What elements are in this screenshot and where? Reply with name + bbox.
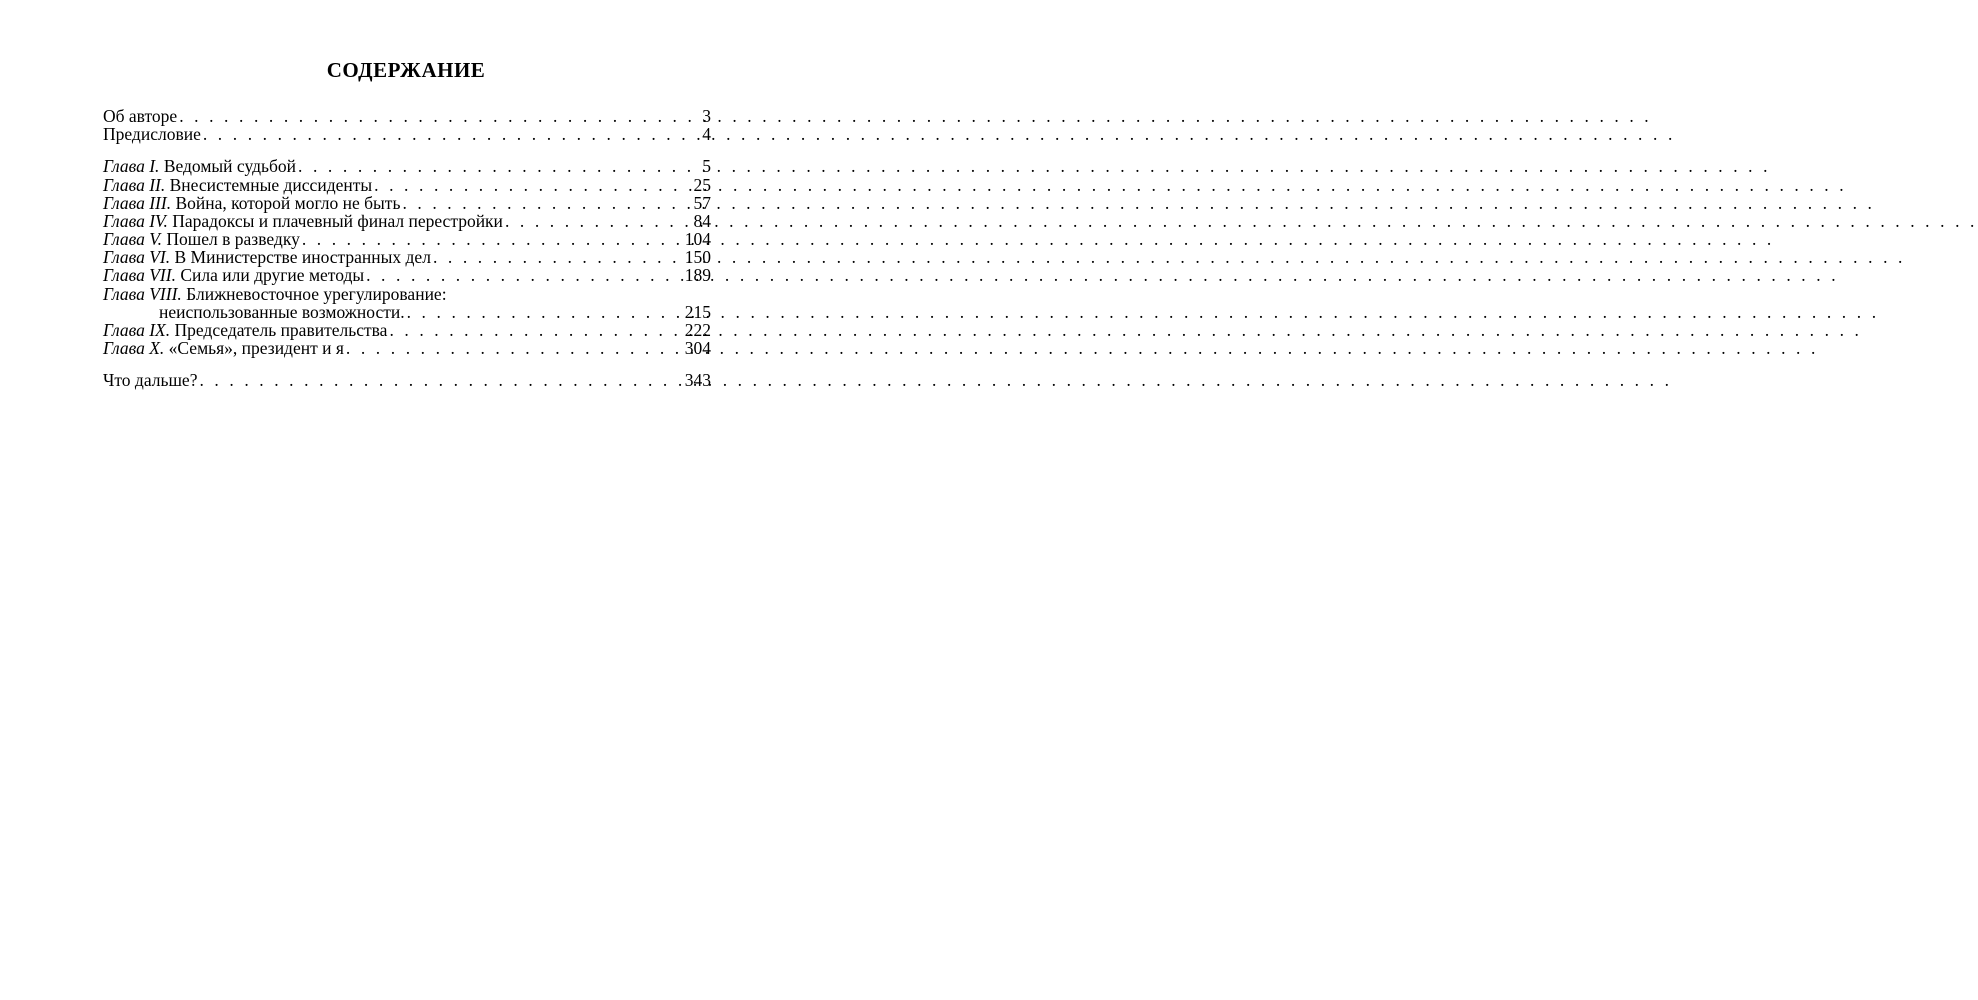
- toc-entry-chapter-5[interactable]: [103, 230, 711, 248]
- leader-dots: [407, 303, 651, 321]
- toc-entry-chapter-7[interactable]: [103, 267, 711, 285]
- toc-entry-chapter-9[interactable]: [103, 321, 711, 339]
- toc-entry-chapter-6[interactable]: [103, 248, 711, 266]
- toc-entry-title-continuation: неиспользованные возможности.: [159, 301, 405, 322]
- toc-entry-chapter-8-line-1[interactable]: [103, 285, 711, 303]
- toc-entry-title: Предисловие: [103, 124, 201, 145]
- toc-page-number: 57: [693, 192, 711, 213]
- chapter-label: Глава IV.: [103, 210, 168, 231]
- toc-page-number: 104: [684, 229, 711, 250]
- toc-entry-chapter-4[interactable]: [103, 212, 711, 230]
- toc-entry-title: Глава II. Внесистемные диссиденты: [103, 174, 373, 195]
- leader-dots: [298, 157, 651, 175]
- chapter-label: Глава III.: [103, 192, 172, 213]
- toc-page-number: 3: [702, 105, 711, 126]
- table-of-contents: [103, 107, 711, 390]
- toc-entry-chapter-1[interactable]: [103, 157, 711, 175]
- toc-entry-title: Глава VIII. Ближневосточное урегулирование:: [103, 283, 447, 304]
- toc-page-number: 343: [684, 370, 711, 391]
- toc-entry-title: Глава V. Пошел в разведку: [103, 229, 300, 250]
- leader-dots: [346, 339, 651, 357]
- toc-entry-about-author[interactable]: [103, 107, 711, 125]
- chapter-label: Глава VII.: [103, 265, 176, 286]
- chapter-label: Глава IX.: [103, 320, 171, 341]
- toc-entry-chapter-3[interactable]: [103, 194, 711, 212]
- toc-entry-what-next[interactable]: [103, 371, 711, 389]
- toc-page-number: 222: [684, 320, 711, 341]
- toc-entry-title: Об авторе: [103, 105, 178, 126]
- toc-entry-title: Глава VI. В Министерстве иностранных дел: [103, 247, 431, 268]
- toc-entry-title: Глава IX. Председатель правительства: [103, 320, 388, 341]
- toc-entry-title: Глава IV. Парадоксы и плачевный финал перестройки: [103, 210, 503, 231]
- toc-entry-title: Глава VII. Сила или другие методы: [103, 265, 365, 286]
- toc-entry-title: Глава III. Война, которой могло не быть: [103, 192, 401, 213]
- chapter-label: Глава V.: [103, 229, 163, 250]
- leader-dots: [366, 266, 651, 284]
- toc-page-number: 5: [702, 156, 711, 177]
- leader-dots: [402, 194, 651, 212]
- toc-entry-chapter-10[interactable]: [103, 339, 711, 357]
- toc-entry-title: Что дальше?: [103, 370, 198, 391]
- toc-page-number: 150: [684, 247, 711, 268]
- toc-page-number: 84: [693, 210, 711, 231]
- leader-dots: [433, 248, 651, 266]
- toc-entry-chapter-2[interactable]: [103, 176, 711, 194]
- chapter-label: Глава II.: [103, 174, 166, 195]
- chapter-label: Глава VIII.: [103, 283, 182, 304]
- document-page: [0, 0, 800, 1000]
- toc-entry-title: Глава I. Ведомый судьбой: [103, 156, 297, 177]
- leader-dots: [203, 125, 651, 143]
- chapter-label: Глава X.: [103, 338, 165, 359]
- toc-page-number: 4: [702, 124, 711, 145]
- leader-dots: [374, 176, 651, 194]
- chapter-label: Глава VI.: [103, 247, 171, 268]
- page-title: СОДЕРЖАНИЕ: [326, 58, 486, 82]
- leader-dots: [505, 212, 651, 230]
- chapter-label: Глава I.: [103, 156, 160, 177]
- leader-dots: [179, 107, 651, 125]
- toc-page-number: 189: [684, 265, 711, 286]
- leader-dots: [199, 371, 651, 389]
- toc-entry-title: Глава X. «Семья», президент и я: [103, 338, 344, 359]
- leader-dots: [389, 321, 651, 339]
- toc-page-number: 304: [684, 338, 711, 359]
- toc-entry-preface[interactable]: [103, 125, 711, 143]
- toc-page-number: 215: [684, 301, 711, 322]
- toc-page-number: 25: [693, 174, 711, 195]
- toc-entry-chapter-8-line-2[interactable]: [103, 303, 711, 321]
- leader-dots: [302, 230, 651, 248]
